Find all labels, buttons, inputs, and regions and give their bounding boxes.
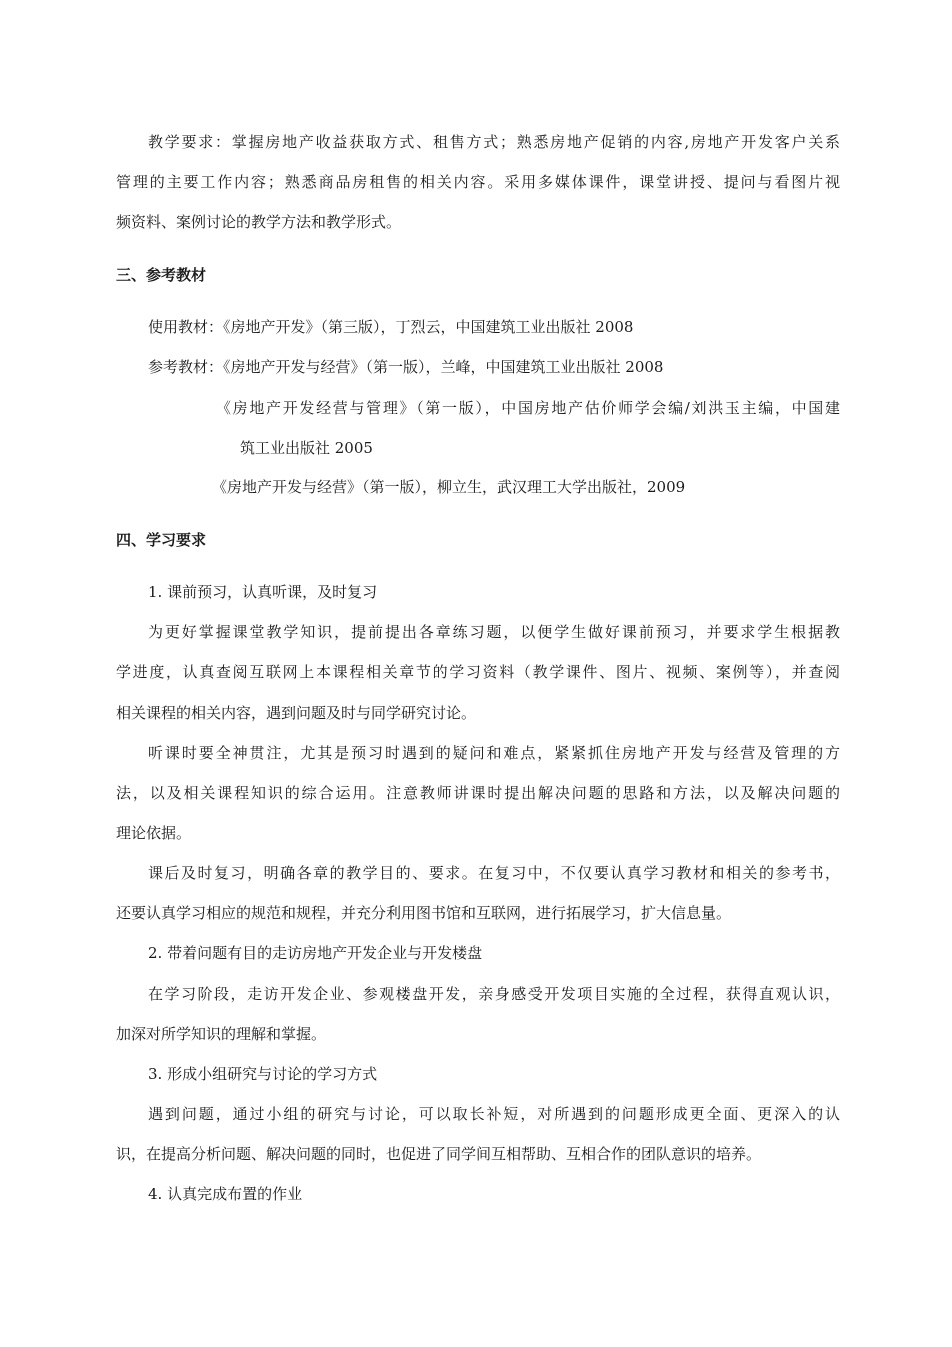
reference-textbook-line-2-cont: 筑工业出版社 2005 [240, 439, 373, 457]
paragraph-4-line-1: 在学习阶段，走访开发企业、参观楼盘开发，亲身感受开发项目实施的全过程，获得直观认识， [148, 985, 840, 1003]
item-3-title: 3. 形成小组研究与讨论的学习方式 [148, 1065, 378, 1083]
paragraph-2-line-3: 理论依据。 [116, 824, 192, 842]
paragraph-2-line-1: 听课时要全神贯注，尤其是预习时遇到的疑问和难点，紧紧抓住房地产开发与经营及管理的方 [148, 744, 840, 762]
reference-textbook-line-1: 参考教材：《房地产开发与经营》（第一版），兰峰，中国建筑工业出版社 2008 [148, 358, 664, 376]
paragraph-1-line-2: 学进度，认真查阅互联网上本课程相关章节的学习资料（教学课件、图片、视频、案例等），并查阅 [116, 663, 840, 681]
item-1-title: 1. 课前预习，认真听课，及时复习 [148, 583, 378, 601]
section-heading-reference-textbooks: 三、参考教材 [116, 266, 207, 284]
paragraph-3-line-2: 还要认真学习相应的规范和规程，并充分利用图书馆和互联网，进行拓展学习，扩大信息量。 [116, 904, 732, 922]
paragraph-5-line-1: 遇到问题，通过小组的研究与讨论，可以取长补短，对所遇到的问题形成更全面、更深入的认 [148, 1105, 840, 1123]
teaching-requirement-line-2: 管理的主要工作内容；熟悉商品房租售的相关内容。采用多媒体课件，课堂讲授、提问与看图片视 [116, 173, 840, 191]
textbook-line: 使用教材：《房地产开发》（第三版），丁烈云，中国建筑工业出版社 2008 [148, 318, 634, 336]
section-heading-learning-requirements: 四、学习要求 [116, 531, 207, 549]
reference-textbook-line-2: 《房地产开发经营与管理》（第一版），中国房地产估价师学会编/刘洪玉主编，中国建 [216, 399, 840, 417]
paragraph-5-line-2: 识，在提高分析问题、解决问题的同时，也促进了同学间互相帮助、互相合作的团队意识的培养。 [116, 1145, 762, 1163]
paragraph-1-line-3: 相关课程的相关内容，遇到问题及时与同学研究讨论。 [116, 704, 477, 722]
item-2-title: 2. 带着问题有目的走访房地产开发企业与开发楼盘 [148, 944, 483, 962]
paragraph-1-line-1: 为更好掌握课堂教学知识，提前提出各章练习题，以便学生做好课前预习，并要求学生根据教 [148, 623, 840, 641]
teaching-requirement-line-1: 教学要求：掌握房地产收益获取方式、租售方式；熟悉房地产促销的内容,房地产开发客户关系 [148, 133, 840, 151]
reference-textbook-line-3: 《房地产开发与经营》（第一版），柳立生，武汉理工大学出版社，2009 [212, 478, 686, 496]
paragraph-2-line-2: 法，以及相关课程知识的综合运用。注意教师讲课时提出解决问题的思路和方法，以及解决问题的 [116, 784, 840, 802]
paragraph-4-line-2: 加深对所学知识的理解和掌握。 [116, 1025, 327, 1043]
paragraph-3-line-1: 课后及时复习，明确各章的教学目的、要求。在复习中，不仅要认真学习教材和相关的参考书， [148, 864, 840, 882]
item-4-title: 4. 认真完成布置的作业 [148, 1185, 303, 1203]
teaching-requirement-line-3: 频资料、案例讨论的教学方法和教学形式。 [116, 213, 402, 231]
